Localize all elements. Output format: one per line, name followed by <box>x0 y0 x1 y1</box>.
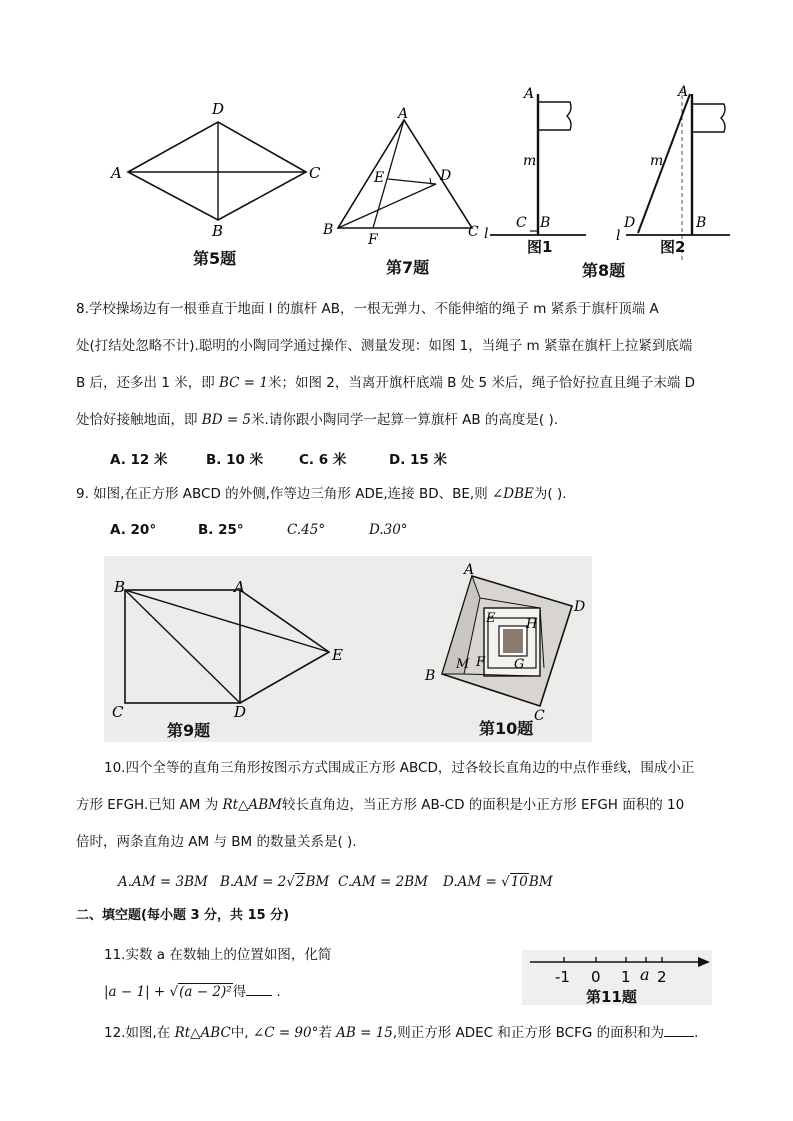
q10-option-b-post: BM <box>305 874 330 890</box>
label-b-fig1: B <box>540 215 551 231</box>
figure-10-caption: 第10题 <box>479 719 534 738</box>
label-m-fig2: m <box>650 153 664 169</box>
label-c: C <box>534 708 545 724</box>
label-g: G <box>514 657 525 672</box>
label-d: D <box>212 100 225 118</box>
segment-bd <box>338 184 436 228</box>
label-l-fig1: l <box>484 226 489 242</box>
tick-label-a: a <box>640 965 650 984</box>
label-c-fig1: C <box>516 215 527 231</box>
q8-line-3 <box>76 373 695 393</box>
q12-triangle: Rt△ABC <box>174 1025 231 1041</box>
q9-stem <box>76 484 567 504</box>
label-b-fig2: B <box>696 215 707 231</box>
figure-7 <box>318 104 498 254</box>
label-c: C <box>468 224 479 240</box>
q12-mid-2: 若 <box>318 1025 337 1041</box>
label-a-fig2: A <box>678 84 689 100</box>
label-c: C <box>112 703 124 721</box>
label-a: A <box>234 578 245 596</box>
q12-angle: ∠C = 90° <box>252 1025 319 1041</box>
q8-line-3b: 米；如图 2，当离开旗杆底端 B 处 5 米后，绳子恰好拉直且绳子末端 D <box>268 375 696 391</box>
q10-line-1: 10.四个全等的直角三角形按图示方式围成正方形 ABCD，过各较长直角边的中点作垂线，围成小正 <box>104 760 695 776</box>
tick-label-0: 0 <box>591 968 601 986</box>
label-b: B <box>114 578 126 596</box>
q10-line-3: 倍时，两条直角边 AM 与 BM 的数量关系是( ). <box>76 834 357 850</box>
q8-line-3a: B 后，还多出 1 米，即 <box>76 375 220 391</box>
q12-answer-blank[interactable] <box>664 1024 694 1037</box>
segment-ed <box>388 179 436 184</box>
q8-option-b[interactable]: B. 10 米 <box>206 452 264 468</box>
q11-end: . <box>272 984 281 1000</box>
q10-option-a[interactable]: A.AM = 3BM <box>118 874 208 890</box>
q10-option-b[interactable]: B.AM = 2√2BM <box>220 874 330 890</box>
q8-line-4b: 米.请你跟小陶同学一起算一算旗杆 AB 的高度是( ). <box>251 412 559 428</box>
label-b: B <box>323 222 334 238</box>
q12-pre: 12.如图,在 <box>104 1025 175 1041</box>
q12-post: ,则正方形 ADEC 和正方形 BCFG 的面积和为 <box>392 1025 665 1041</box>
q8-option-a[interactable]: A. 12 米 <box>110 452 168 468</box>
q8-line-4a: 处恰好接触地面，即 <box>76 412 202 428</box>
q8-line-1: 8.学校操场边有一根垂直于地面 l 的旗杆 AB，一根无弹力、不能伸缩的绳子 m 紧系于旗杆顶端 A <box>76 301 659 317</box>
q10-option-d-post: BM <box>528 874 553 890</box>
label-a-fig1: A <box>524 86 535 102</box>
triangle-abc <box>338 120 472 228</box>
label-e: E <box>374 170 385 186</box>
figure-5-caption: 第5题 <box>193 249 237 268</box>
q9-option-d[interactable]: D.30° <box>369 522 408 538</box>
q10-line-2b: 较长直角边，当正方形 AB-CD 的面积是小正方形 EFGH 面积的 10 <box>281 797 685 813</box>
label-l-fig2: l <box>616 228 621 244</box>
tick-label-1: 1 <box>621 968 631 986</box>
q10-line-2a: 方形 EFGH.已知 AM 为 <box>76 797 223 813</box>
q8-option-d[interactable]: D. 15 米 <box>389 452 448 468</box>
label-e: E <box>332 646 343 664</box>
q11-expression: |a − 1| + √(a − 2)²得 . <box>104 984 281 1000</box>
q9-stem-b: 为( ). <box>533 486 567 502</box>
triangle-ade <box>240 590 329 703</box>
q10-line-2 <box>76 795 684 815</box>
q10-option-d[interactable]: D.AM = √10BM <box>443 874 553 890</box>
tick-label-2: 2 <box>657 968 667 986</box>
label-h: H <box>526 617 538 632</box>
q11-result-label: 得 <box>232 984 247 1000</box>
label-d: D <box>574 599 586 615</box>
figure-5 <box>108 96 328 271</box>
tick-label-neg-1: -1 <box>555 968 570 986</box>
q10-option-b-radicand: 2 <box>295 874 305 890</box>
figure-9 <box>104 556 364 742</box>
label-m-fig1: m <box>523 153 537 169</box>
figure-8-sub-2: 图2 <box>660 238 686 256</box>
q8-bd-equation: BD = 5 <box>201 412 252 428</box>
figure-10 <box>404 556 592 726</box>
q8-line-2: 处(打结处忽略不计).聪明的小陶同学通过操作、测量发现：如图 1，当绳子 m 紧靠在旗杆上拉紧到底端 <box>76 338 693 354</box>
figure-9-caption: 第9题 <box>167 721 211 740</box>
rope-ad <box>638 94 690 233</box>
q12-end: . <box>694 1025 699 1041</box>
number-line-arrow <box>698 957 710 967</box>
q11-abs-term: |a − 1| + <box>104 984 170 1000</box>
q9-option-b[interactable]: B. 25° <box>198 522 244 538</box>
label-d: D <box>440 168 452 184</box>
label-d: D <box>234 703 247 721</box>
section-2-heading: 二、填空题(每小题 3 分，共 15 分) <box>76 908 290 923</box>
q10-option-b-pre: B.AM = 2 <box>220 874 287 890</box>
q11-radicand: (a − 2)² <box>179 984 232 1000</box>
figure-11-caption: 第11题 <box>586 988 637 1006</box>
center-square <box>503 629 523 653</box>
figure-7-caption: 第7题 <box>386 258 430 277</box>
q8-line-4 <box>76 410 558 430</box>
label-e: E <box>486 611 496 626</box>
q11-line-1: 11.实数 a 在数轴上的位置如图，化简 <box>104 947 332 963</box>
q9-option-c[interactable]: C.45° <box>287 522 326 538</box>
label-c: C <box>309 164 321 182</box>
label-b: B <box>425 668 436 684</box>
figure-8-sub-1: 图1 <box>527 238 553 256</box>
q8-option-c[interactable]: C. 6 米 <box>299 452 347 468</box>
q11-answer-blank[interactable] <box>246 983 272 996</box>
label-b: B <box>212 222 224 240</box>
q9-option-a[interactable]: A. 20° <box>110 522 157 538</box>
q12-stem <box>104 1023 698 1043</box>
flag-1 <box>538 102 571 130</box>
q10-option-d-radicand: 10 <box>510 874 528 890</box>
label-f: F <box>476 655 486 670</box>
rhombus-abcd <box>128 122 306 220</box>
q12-ab-length: AB = 15 <box>336 1025 393 1041</box>
q8-bc-equation: BC = 1 <box>219 375 268 391</box>
figure-11 <box>522 950 712 990</box>
flag-2 <box>692 104 725 132</box>
q9-angle: ∠DBE <box>491 486 534 502</box>
label-d-fig2: D <box>624 215 636 231</box>
label-a: A <box>111 164 122 182</box>
figure-8 <box>478 80 738 260</box>
q10-option-d-pre: D.AM = <box>443 874 502 890</box>
label-a: A <box>398 106 409 122</box>
q12-mid-1: 中, <box>230 1025 253 1041</box>
label-m: M <box>456 657 470 672</box>
figure-8-caption: 第8题 <box>582 261 626 280</box>
q10-option-c[interactable]: C.AM = 2BM <box>338 874 428 890</box>
q9-stem-a: 9. 如图,在正方形 ABCD 的外侧,作等边三角形 ADE,连接 BD、BE,则 <box>76 486 492 502</box>
q10-triangle: Rt△ABM <box>222 797 282 813</box>
label-a: A <box>464 562 475 578</box>
label-f: F <box>368 232 378 248</box>
